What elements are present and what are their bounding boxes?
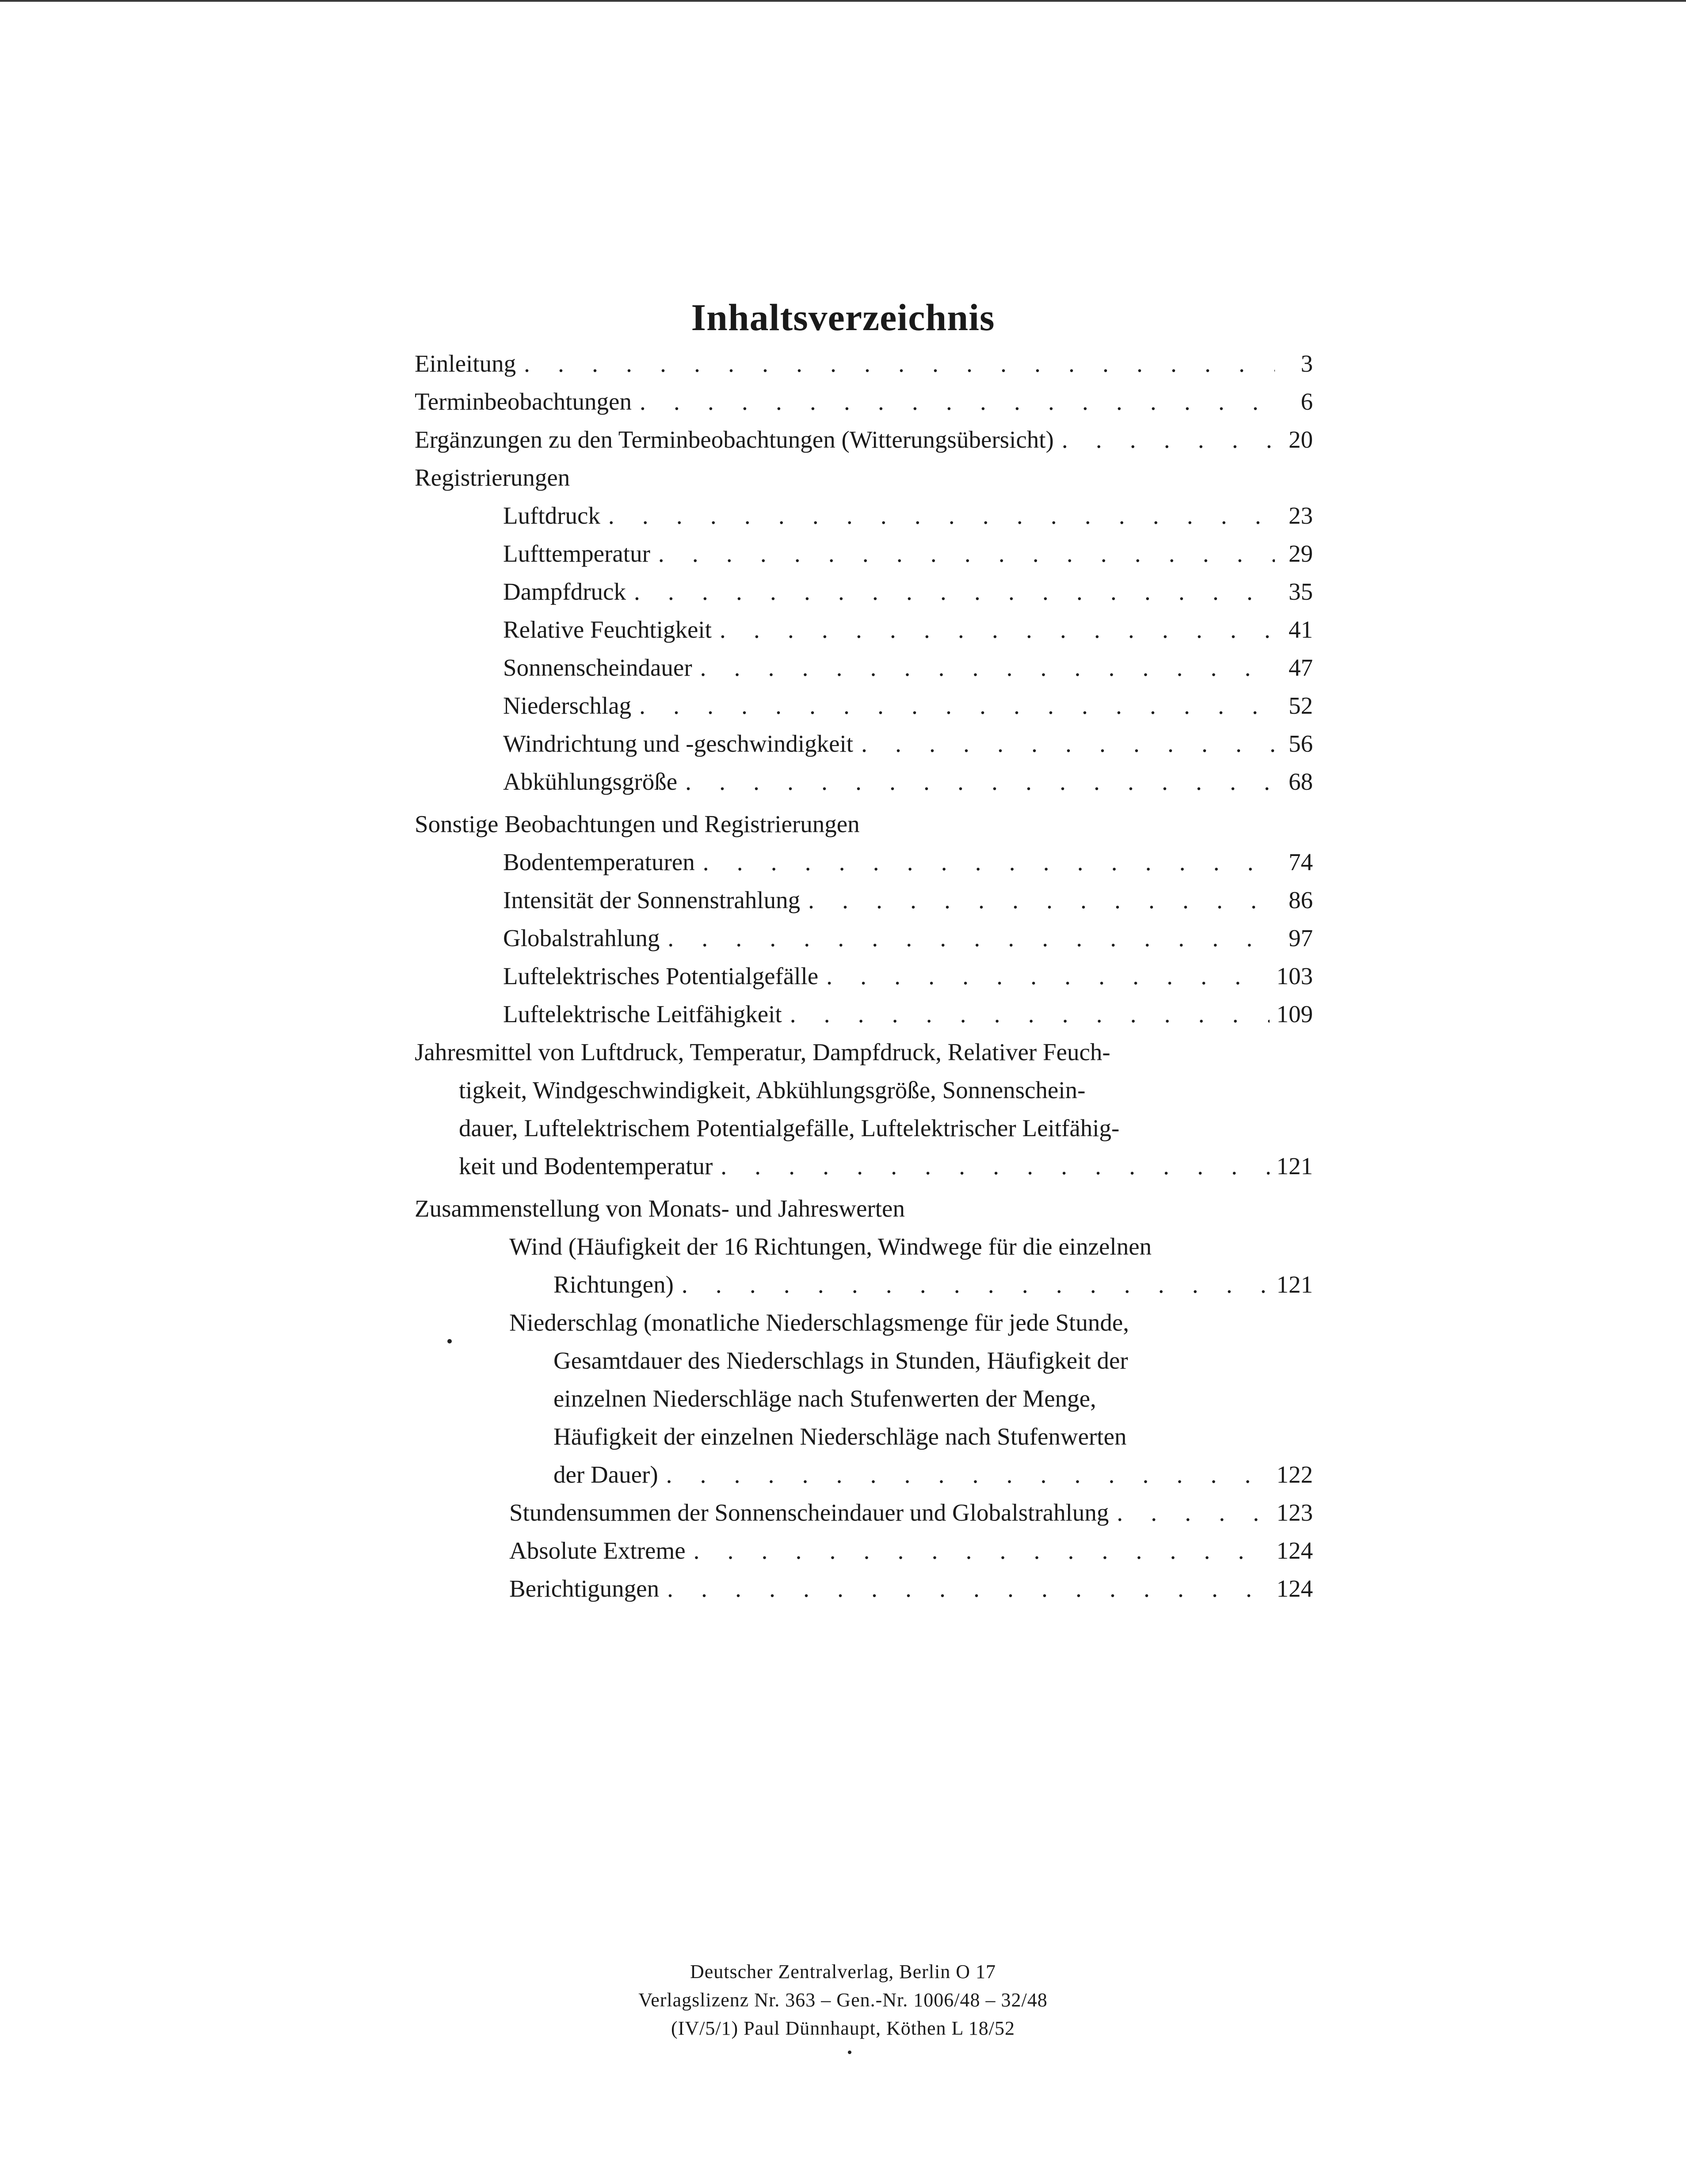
dot-leader — [658, 535, 1275, 573]
toc-entry-line: Gesamtdauer des Niederschlags in Stunden, Häufigkeit der — [553, 1347, 1128, 1374]
dot-leader — [608, 497, 1275, 535]
dot-leader — [700, 649, 1275, 687]
dot-leader — [685, 763, 1275, 801]
toc-entry-label: Luftelektrische Leitfähigkeit — [503, 1001, 782, 1027]
toc-entry-last-line — [553, 1456, 1313, 1494]
toc-entry-line: Häufigkeit der einzelnen Niederschläge nach Stufenwerten — [553, 1423, 1127, 1450]
toc-entry-line: Niederschlag (monatliche Niederschlagsmenge für jede Stunde, — [509, 1309, 1129, 1336]
dot-leader — [524, 345, 1275, 383]
toc-subentry[interactable] — [509, 1570, 1313, 1608]
toc-entry-jahresmittel[interactable] — [415, 1033, 1313, 1185]
toc-page-number: 20 — [1289, 426, 1313, 453]
dot-leader — [682, 1266, 1270, 1304]
toc-subentry-wind[interactable] — [509, 1228, 1313, 1304]
dot-leader — [790, 995, 1270, 1033]
dot-leader — [667, 1570, 1269, 1608]
toc-entry-label: Ergänzungen zu den Terminbeobachtungen (Witterungsübersicht) — [415, 426, 1054, 453]
toc-entry-line: Jahresmittel von Luftdruck, Temperatur, Dampfdruck, Relativer Feuch- — [415, 1039, 1110, 1065]
dot-leader — [668, 919, 1275, 957]
toc-entry-label: Absolute Extreme — [509, 1537, 686, 1564]
toc-page-number: 103 — [1276, 963, 1313, 989]
toc-page-number: 29 — [1289, 540, 1313, 567]
dot-leader — [639, 687, 1275, 725]
toc-entry-line: dauer, Luftelektrischem Potentialgefälle, Luftelektrischer Leitfähig- — [459, 1115, 1120, 1141]
toc-entry-label: Stundensummen der Sonnenscheindauer und Globalstrahlung — [509, 1499, 1109, 1526]
toc-subentry[interactable] — [503, 919, 1313, 957]
footer-line: Verlagslizenz Nr. 363 – Gen.-Nr. 1006/48 – 32/48 — [638, 1989, 1048, 2011]
toc-entry-label: Windrichtung und -geschwindigkeit — [503, 730, 854, 757]
toc-page-number: 124 — [1276, 1575, 1313, 1602]
toc-entry-label: Abkühlungsgröße — [503, 768, 678, 795]
toc-subentry[interactable] — [503, 573, 1313, 611]
toc-page-number: 23 — [1289, 502, 1313, 529]
toc-subentry[interactable] — [503, 649, 1313, 687]
toc-subentry[interactable] — [503, 995, 1313, 1033]
toc-subentry-niederschlag[interactable] — [509, 1304, 1313, 1494]
toc-subentry[interactable] — [503, 957, 1313, 995]
toc-subentry[interactable] — [503, 687, 1313, 725]
toc-entry-label: Berichtigungen — [509, 1575, 660, 1602]
toc-entry-line: tigkeit, Windgeschwindigkeit, Abkühlungsgröße, Sonnenschein- — [459, 1077, 1086, 1103]
toc-page-number: 74 — [1289, 848, 1313, 875]
toc-subentry[interactable] — [503, 535, 1313, 573]
toc-entry-label: Bodentemperaturen — [503, 848, 695, 875]
toc-page-number: 97 — [1289, 925, 1313, 951]
toc-entry-label: Terminbeobachtungen — [415, 388, 632, 415]
toc-entry-label: Sonnenscheindauer — [503, 654, 692, 681]
toc-entry-label: Luftdruck — [503, 502, 600, 529]
dot-leader — [694, 1532, 1270, 1570]
toc-subentry[interactable] — [503, 497, 1313, 535]
toc-subsection-registrierungen — [503, 497, 1313, 801]
page-title: Inhaltsverzeichnis — [691, 296, 995, 339]
dot-leader — [666, 1456, 1270, 1494]
toc-entry-label: Luftelektrisches Potentialgefälle — [503, 963, 819, 989]
toc-entry-label: keit und Bodentemperatur — [459, 1153, 713, 1180]
dot-leader — [703, 843, 1275, 881]
toc-subsection-zusammenstellung — [509, 1228, 1313, 1608]
dot-leader — [1062, 421, 1275, 459]
toc-entry-ergaenzungen[interactable] — [415, 421, 1313, 459]
toc-page-number: 68 — [1289, 768, 1313, 795]
dot-leader — [826, 957, 1269, 995]
toc-subentry[interactable] — [503, 725, 1313, 763]
toc-page-number: 35 — [1289, 578, 1313, 605]
toc-subentry[interactable] — [503, 611, 1313, 649]
toc-subentry[interactable] — [503, 763, 1313, 801]
toc-entry-line: Wind (Häufigkeit der 16 Richtungen, Windwege für die einzelnen — [509, 1233, 1152, 1260]
toc-entry-label: Lufttemperatur — [503, 540, 650, 567]
toc-subentry[interactable] — [503, 881, 1313, 919]
toc-page-number: 41 — [1289, 616, 1313, 643]
top-border-rule — [0, 0, 1686, 2]
dot-leader — [808, 881, 1275, 919]
toc-page-number: 123 — [1276, 1499, 1313, 1526]
toc-entry-einleitung[interactable] — [415, 345, 1313, 383]
toc-subentry[interactable] — [503, 843, 1313, 881]
toc-entry-line: einzelnen Niederschläge nach Stufenwerten der Menge, — [553, 1385, 1096, 1412]
toc-page-number: 122 — [1276, 1461, 1313, 1488]
toc-entry-label: Intensität der Sonnenstrahlung — [503, 887, 801, 913]
toc-page-number: 124 — [1276, 1537, 1313, 1564]
toc-page-number: 109 — [1276, 1001, 1313, 1027]
toc-entry-label: Einleitung — [415, 350, 516, 377]
dot-leader — [1117, 1494, 1269, 1532]
toc-page-number: 3 — [1301, 350, 1313, 377]
toc-entry-terminbeobachtungen[interactable] — [415, 383, 1313, 421]
toc-entry-label: Richtungen) — [553, 1271, 674, 1298]
toc-section-heading-sonstige: Sonstige Beobachtungen und Registrierungen — [415, 810, 860, 837]
dot-leader — [640, 383, 1275, 421]
toc-page-number: 121 — [1276, 1153, 1313, 1180]
toc-entry-label: der Dauer) — [553, 1461, 658, 1488]
toc-page-number: 52 — [1289, 692, 1313, 719]
dot-leader — [720, 611, 1275, 649]
toc-entry-last-line — [459, 1147, 1313, 1185]
toc-entry-label: Dampfdruck — [503, 578, 626, 605]
toc-page-number: 47 — [1289, 654, 1313, 681]
toc-page-number: 56 — [1289, 730, 1313, 757]
dot-leader — [721, 1147, 1269, 1185]
toc-subentry[interactable] — [509, 1494, 1313, 1532]
toc-page-number: 121 — [1276, 1271, 1313, 1298]
footer-line: Deutscher Zentralverlag, Berlin O 17 — [690, 1961, 996, 1982]
toc-section-heading-zusammenstellung: Zusammenstellung von Monats- und Jahreswerten — [415, 1195, 905, 1222]
toc-entry-label: Relative Feuchtigkeit — [503, 616, 712, 643]
toc-page-number: 86 — [1289, 887, 1313, 913]
footer-line: (IV/5/1) Paul Dünnhaupt, Köthen L 18/52 — [671, 2017, 1015, 2039]
table-of-contents — [415, 345, 1313, 1608]
stray-dot-mark — [848, 2051, 851, 2054]
toc-subsection-sonstige — [503, 843, 1313, 1033]
toc-entry-last-line — [553, 1266, 1313, 1304]
toc-page-number: 6 — [1301, 388, 1313, 415]
toc-section-heading-registrierungen: Registrierungen — [415, 464, 570, 491]
dot-leader — [861, 725, 1275, 763]
imprint-footer — [0, 1958, 1686, 2043]
toc-subentry[interactable] — [509, 1532, 1313, 1570]
toc-entry-label: Globalstrahlung — [503, 925, 660, 951]
dot-leader — [634, 573, 1275, 611]
stray-dot-mark — [447, 1339, 452, 1343]
toc-entry-label: Niederschlag — [503, 692, 632, 719]
